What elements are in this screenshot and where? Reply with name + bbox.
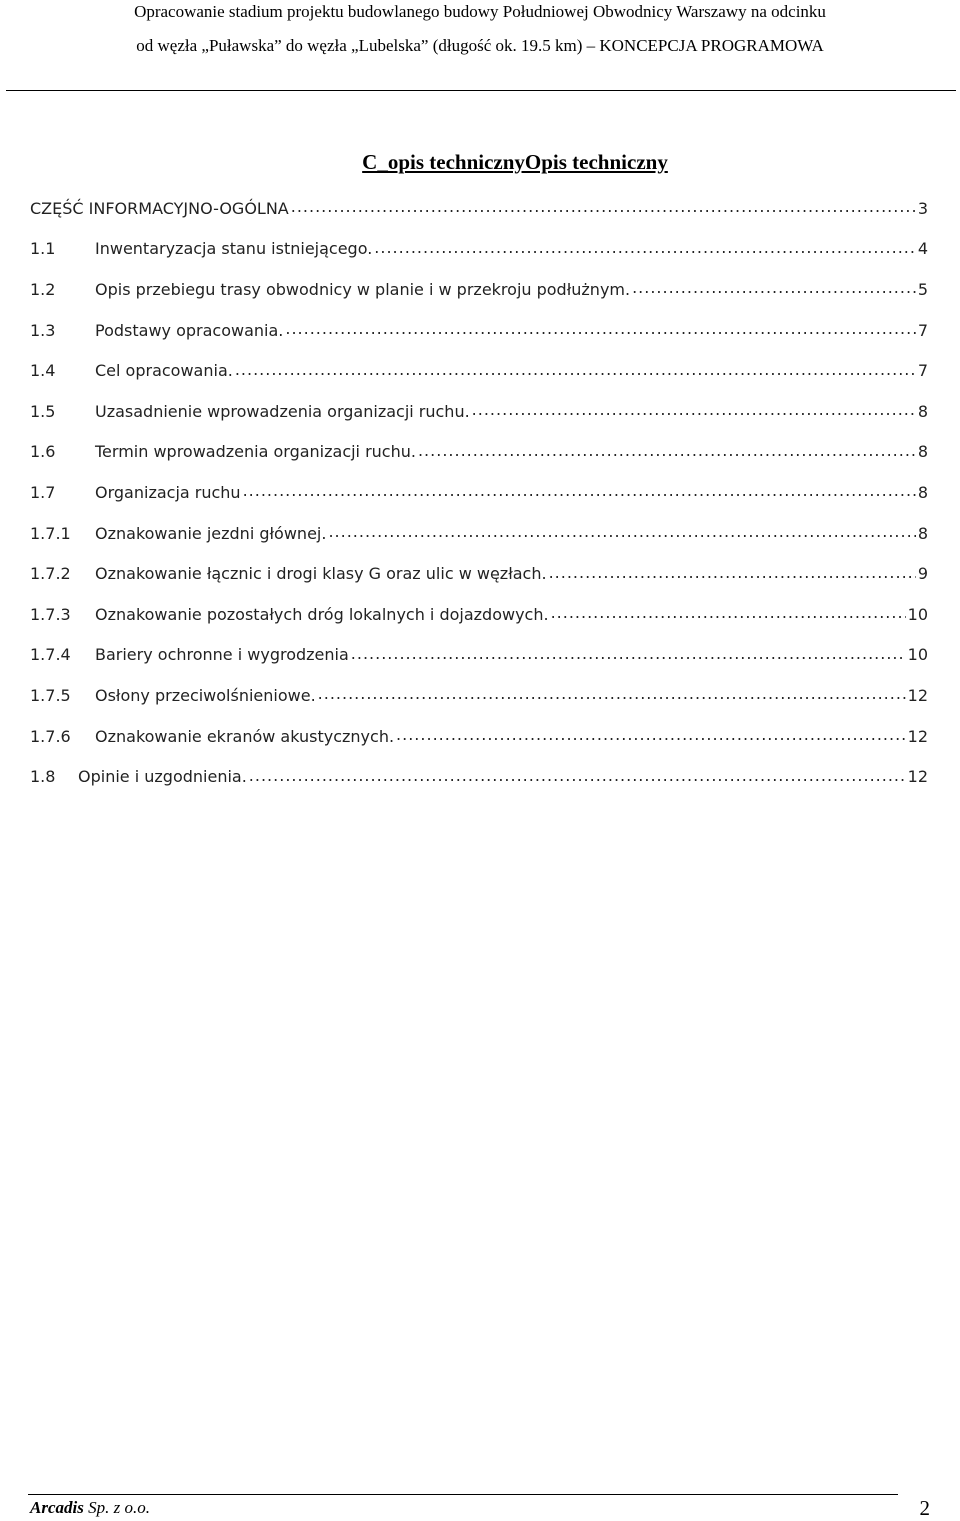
- toc-entry[interactable]: [30, 513, 928, 554]
- toc-entry[interactable]: [30, 472, 928, 513]
- toc-entry-number: 1.7.2: [30, 564, 71, 584]
- toc-entry-page: 12: [907, 726, 928, 746]
- toc-dot-leader: [328, 525, 915, 541]
- toc-entry-page: 5: [917, 279, 928, 299]
- toc-entry-title: Oznakowanie pozostałych dróg lokalnych i dojazdowych.: [95, 604, 549, 624]
- toc-entry-title: Podstawy opracowania.: [95, 320, 284, 340]
- document-title: C_opis technicznyOpis techniczny: [362, 150, 668, 174]
- toc-entry-number: 1.2: [30, 279, 56, 299]
- toc-dot-leader: [549, 566, 916, 582]
- toc-dot-leader: [235, 363, 916, 379]
- toc-entry[interactable]: [30, 716, 928, 757]
- footer-page-number: 2: [919, 1496, 930, 1520]
- toc-entry-page: 9: [917, 564, 928, 584]
- toc-entry[interactable]: [30, 675, 928, 716]
- toc-entry-number: 1.6: [30, 442, 56, 462]
- toc-dot-leader: [291, 200, 916, 216]
- toc-entry-number: 1.7.3: [30, 604, 71, 624]
- toc-entry-title: Osłony przeciwolśnieniowe.: [95, 685, 316, 705]
- toc-entry-number: 1.4: [30, 361, 56, 381]
- toc-entry-number: 1.1: [30, 239, 56, 259]
- toc-entry-number: 1.7: [30, 482, 56, 502]
- toc-entry[interactable]: [30, 229, 928, 270]
- toc-entry[interactable]: [30, 432, 928, 473]
- toc-dot-leader: [374, 241, 916, 257]
- toc-entry[interactable]: [30, 188, 928, 229]
- toc-dot-leader: [396, 728, 906, 744]
- footer-divider: [28, 1494, 898, 1495]
- toc-dot-leader: [249, 769, 906, 785]
- toc-entry-title: Organizacja ruchu: [95, 482, 241, 502]
- footer-company-name: Arcadis: [30, 1498, 84, 1517]
- toc-entry[interactable]: [30, 269, 928, 310]
- toc-dot-leader: [472, 403, 916, 419]
- toc-entry[interactable]: [30, 635, 928, 676]
- toc-entry-title: Bariery ochronne i wygrodzenia: [95, 645, 349, 665]
- toc-entry-page: 12: [907, 685, 928, 705]
- toc-dot-leader: [318, 687, 906, 703]
- toc-entry-title: Termin wprowadzenia organizacji ruchu.: [95, 442, 416, 462]
- toc-entry-number: 1.7.6: [30, 726, 71, 746]
- toc-entry-number: 1.7.5: [30, 685, 71, 705]
- toc-entry-page: 7: [917, 361, 928, 381]
- header-line-2: od węzła „Puławska” do węzła „Lubelska” (długość ok. 19.5 km) – KONCEPCJA PROGRAMOWA: [136, 36, 824, 55]
- header-line-1: Opracowanie stadium projektu budowlanego budowy Południowej Obwodnicy Warszawy na odcinku: [134, 2, 826, 21]
- toc-entry-page: 8: [917, 401, 928, 421]
- header-divider: [6, 90, 956, 91]
- toc-entry-title: Uzasadnienie wprowadzenia organizacji ruchu.: [95, 401, 470, 421]
- toc-entry-page: 12: [907, 767, 928, 787]
- toc-entry-title: Opis przebiegu trasy obwodnicy w planie i w przekroju podłużnym.: [95, 279, 631, 299]
- toc-dot-leader: [285, 322, 915, 338]
- toc-entry-title: Oznakowanie ekranów akustycznych.: [95, 726, 395, 746]
- toc-entry-title: Oznakowanie jezdni głównej.: [95, 523, 327, 543]
- toc-entry[interactable]: [30, 310, 928, 351]
- toc-dot-leader: [243, 484, 916, 500]
- toc-entry[interactable]: [30, 350, 928, 391]
- toc-entry-number: 1.5: [30, 401, 56, 421]
- toc-entry-title: Opinie i uzgodnienia.: [78, 767, 247, 787]
- toc-entry-number: 1.3: [30, 320, 56, 340]
- toc-entry-page: 10: [907, 604, 928, 624]
- toc-entry-title: Cel opracowania.: [95, 361, 233, 381]
- toc-entry-page: 3: [917, 198, 928, 218]
- toc-entry-page: 8: [917, 523, 928, 543]
- toc-entry-page: 7: [917, 320, 928, 340]
- table-of-contents: [30, 188, 928, 797]
- toc-dot-leader: [351, 647, 906, 663]
- toc-entry[interactable]: [30, 756, 928, 797]
- toc-entry-title: CZĘŚĆ INFORMACYJNO-OGÓLNA: [30, 198, 289, 218]
- toc-entry-page: 4: [917, 239, 928, 259]
- toc-entry-number: 1.7.1: [30, 523, 71, 543]
- toc-entry-page: 10: [907, 645, 928, 665]
- footer-company-suffix: Sp. z o.o.: [83, 1498, 150, 1517]
- toc-dot-leader: [418, 444, 916, 460]
- toc-entry-title: Inwentaryzacja stanu istniejącego.: [95, 239, 373, 259]
- toc-dot-leader: [551, 606, 906, 622]
- toc-entry-number: 1.8: [30, 767, 56, 787]
- footer-company: [30, 1498, 150, 1518]
- toc-entry[interactable]: [30, 391, 928, 432]
- toc-entry-title: Oznakowanie łącznic i drogi klasy G oraz ulic w węzłach.: [95, 564, 547, 584]
- toc-entry[interactable]: [30, 594, 928, 635]
- toc-entry-number: 1.7.4: [30, 645, 71, 665]
- toc-entry-page: 8: [917, 482, 928, 502]
- toc-entry[interactable]: [30, 553, 928, 594]
- toc-dot-leader: [632, 281, 916, 297]
- toc-entry-page: 8: [917, 442, 928, 462]
